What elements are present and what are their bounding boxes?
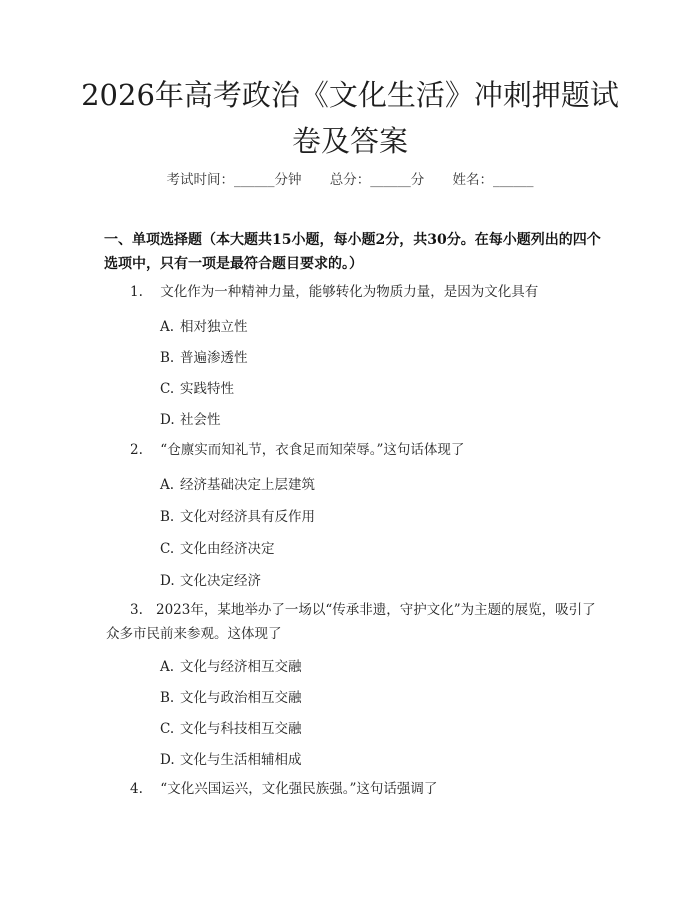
option-3b: [160, 686, 302, 706]
option-3d: [160, 748, 302, 768]
question-number: 4.: [130, 781, 143, 797]
option-letter: D.: [160, 412, 175, 428]
option-2b: [160, 505, 315, 525]
option-3a: [160, 655, 302, 675]
question-text: “文化兴国运兴，文化强民族强。”这句话强调了: [160, 781, 438, 797]
option-letter: C.: [160, 541, 175, 557]
question-text: “仓廪实而知礼节，衣食足而知荣辱。”这句话体现了: [160, 442, 465, 458]
question-1: [130, 280, 538, 304]
option-text: 相对独立性: [180, 319, 248, 335]
option-3c: [160, 717, 302, 737]
question-3: [106, 598, 606, 646]
option-letter: A.: [160, 659, 175, 675]
option-letter: D.: [160, 573, 175, 589]
option-1b: [160, 346, 248, 366]
option-text: 文化由经济决定: [180, 541, 275, 557]
option-2c: [160, 537, 275, 557]
option-text: 经济基础决定上层建筑: [180, 477, 315, 493]
question-text: 文化作为一种精神力量，能够转化为物质力量，是因为文化具有: [160, 284, 539, 300]
option-letter: C.: [160, 381, 175, 397]
page-title: 2026年高考政治《文化生活》冲刺押题试卷及答案: [81, 78, 619, 158]
section-header: 一、单项选择题（本大题共15小题，每小题2分，共30分。在每小题列出的四个选项中，只有一项是最符合题目要求的。）: [104, 232, 601, 272]
option-text: 文化与经济相互交融: [180, 659, 302, 675]
option-letter: A.: [160, 319, 175, 335]
option-text: 文化与科技相互交融: [180, 721, 302, 737]
option-1c: [160, 377, 234, 397]
question-number: 3.: [130, 602, 143, 618]
option-2a: [160, 473, 315, 493]
option-1a: [160, 315, 248, 335]
option-letter: B.: [160, 509, 175, 525]
option-letter: B.: [160, 350, 175, 366]
question-number: 2.: [130, 442, 143, 458]
option-letter: D.: [160, 752, 175, 768]
option-1d: [160, 408, 221, 428]
option-letter: A.: [160, 477, 175, 493]
question-text: 2023年，某地举办了一场以“传承非遗，守护文化”为主题的展览，吸引了众多市民前来参观。这体现了: [106, 602, 596, 642]
question-2: [130, 438, 464, 462]
option-text: 文化决定经济: [180, 573, 261, 589]
student-name-field: 姓名：______: [452, 172, 534, 188]
option-text: 文化与政治相互交融: [180, 690, 302, 706]
total-score-field: 总分：______分: [329, 172, 425, 188]
option-text: 实践特性: [180, 381, 234, 397]
exam-info-line: [0, 168, 700, 188]
option-text: 普遍渗透性: [180, 350, 248, 366]
option-text: 社会性: [180, 412, 221, 428]
question-number: 1.: [130, 284, 143, 300]
question-4: [130, 777, 437, 801]
option-text: 文化与生活相辅相成: [180, 752, 302, 768]
option-text: 文化对经济具有反作用: [180, 509, 315, 525]
exam-time-field: 考试时间：______分钟: [166, 172, 302, 188]
option-2d: [160, 569, 261, 589]
option-letter: C.: [160, 721, 175, 737]
option-letter: B.: [160, 690, 175, 706]
